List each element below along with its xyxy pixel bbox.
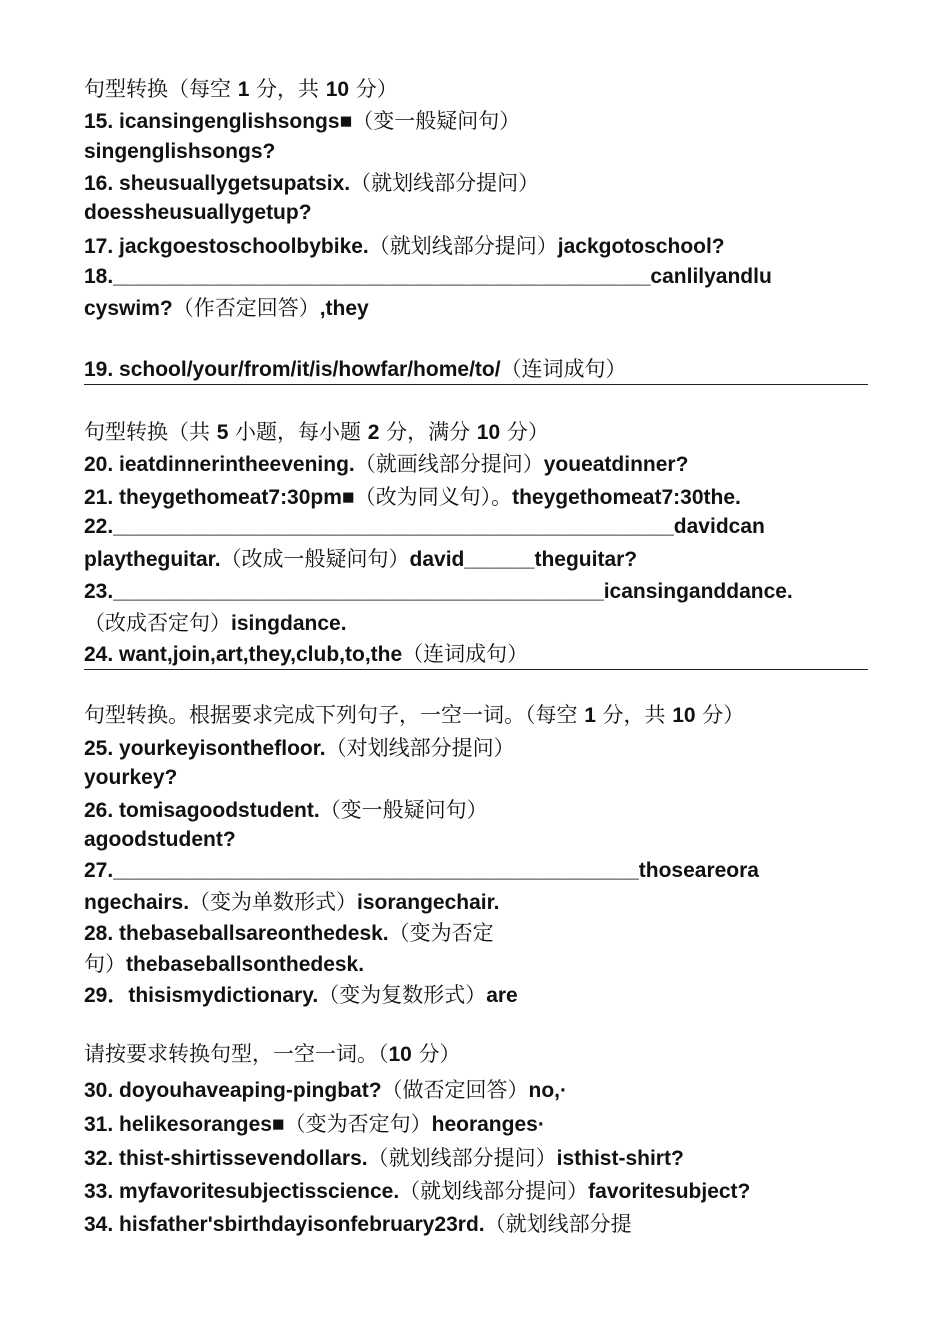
question-15-answer: singenglishsongs? bbox=[84, 140, 276, 163]
question-34: 34. hisfather'sbirthdayisonfebruary23rd.（就划线部分提 bbox=[84, 1212, 632, 1236]
question-22: 22.________________________________________________davidcan bbox=[84, 515, 765, 538]
section2-header: 句型转换（共 5 小题，每小题 2 分，满分 10 分） bbox=[84, 420, 549, 444]
section4-header: 请按要求转换句型，一空一词。（10 分） bbox=[84, 1042, 461, 1066]
question-25: 25. yourkeyisonthefloor.（对划线部分提问） bbox=[84, 736, 515, 760]
question-33: 33. myfavoritesubjectisscience.（就划线部分提问）favoritesubject? bbox=[84, 1179, 751, 1203]
question-25-answer: yourkey? bbox=[84, 766, 178, 789]
question-23-cont: （改成否定句）isingdance. bbox=[84, 611, 347, 635]
question-18: 18.______________________________________________canlilyandlu bbox=[84, 265, 772, 288]
question-18-cont: cyswim?（作否定回答）,they bbox=[84, 296, 369, 320]
question-21: 21. theygethomeat7:30pm■（改为同义句）。theygethomeat7:30the. bbox=[84, 485, 741, 509]
question-32: 32. thist-shirtissevendollars.（就划线部分提问）isthist-shirt? bbox=[84, 1146, 684, 1170]
question-19: 19. school/your/from/it/is/howfar/home/to/（连词成句） bbox=[84, 354, 868, 385]
question-29: 29．thisismydictionary.（变为复数形式）are bbox=[84, 983, 518, 1007]
question-31: 31. helikesoranges■（变为否定句）heoranges· bbox=[84, 1112, 545, 1136]
question-23: 23.__________________________________________icansinganddance. bbox=[84, 580, 793, 603]
section3-header: 句型转换。根据要求完成下列句子，一空一词。（每空 1 分，共 10 分） bbox=[84, 703, 745, 727]
section1-header: 句型转换（每空 1 分，共 10 分） bbox=[84, 77, 398, 101]
question-17: 17. jackgoestoschoolbybike.（就划线部分提问）jackgotoschool? bbox=[84, 234, 725, 258]
question-26: 26. tomisagoodstudent.（变一般疑问句） bbox=[84, 798, 488, 822]
question-27: 27._____________________________________________thoseareora bbox=[84, 859, 759, 882]
question-15: 15. icansingenglishsongs■（变一般疑问句） bbox=[84, 109, 521, 133]
question-26-answer: agoodstudent? bbox=[84, 828, 236, 851]
question-30: 30. doyouhaveaping-pingbat?（做否定回答）no,· bbox=[84, 1078, 568, 1102]
question-27-cont: ngechairs.（变为单数形式）isorangechair. bbox=[84, 890, 500, 914]
question-20: 20. ieatdinnerintheevening.（就画线部分提问）youeatdinner? bbox=[84, 452, 689, 476]
question-22-cont: playtheguitar.（改成一般疑问句）david______theguitar? bbox=[84, 547, 638, 571]
question-24: 24. want,join,art,they,club,to,the（连词成句） bbox=[84, 639, 868, 670]
question-16-answer: doessheusuallygetup? bbox=[84, 201, 312, 224]
question-28: 28. thebaseballsareonthedesk.（变为否定 bbox=[84, 921, 494, 945]
question-16: 16. sheusuallygetsupatsix.（就划线部分提问） bbox=[84, 171, 540, 195]
question-28-cont: 句）thebaseballsonthedesk. bbox=[84, 952, 365, 976]
